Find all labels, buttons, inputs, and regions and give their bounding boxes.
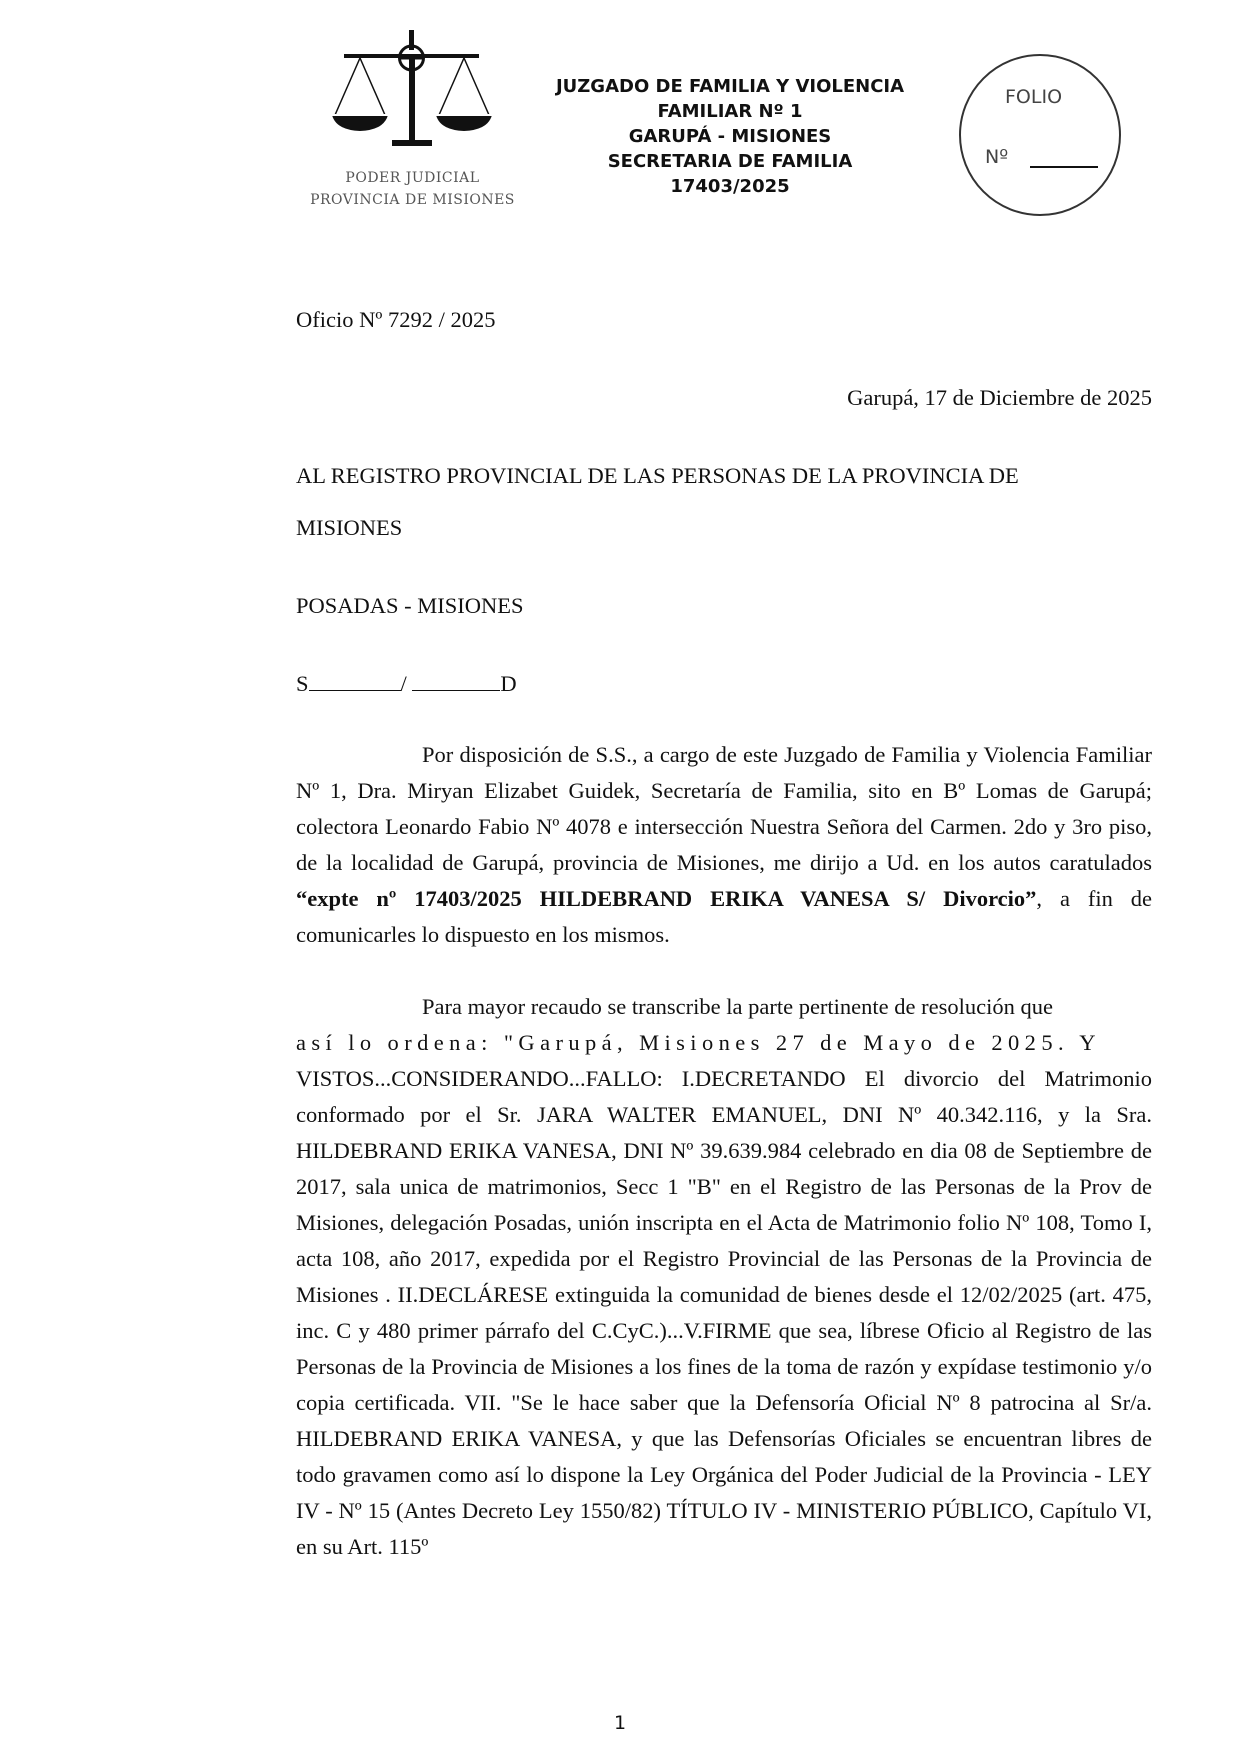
header-line-location: GARUPÁ - MISIONES [628, 126, 832, 147]
paragraph-resolucion [296, 989, 1152, 1565]
paragraph-disposicion [296, 737, 1152, 953]
salutation-blank2 [412, 670, 500, 691]
judicial-seal [305, 30, 520, 220]
folio-number-label: Nº [985, 146, 1009, 168]
oficio-number: Oficio Nº 7292 / 2025 [296, 307, 496, 332]
scales-of-justice-icon [330, 30, 495, 160]
paragraph2-body: VISTOS...CONSIDERANDO...FALLO: I.DECRETANDO El divorcio del Matrimonio conformado por el Sr. JARA WALTER EMANUEL, DNI Nº 40.342.116, y la Sra. HILDEBRAND ERIKA VANESA, DNI Nº 39.639.984 celebrado en dia 08 de Septiembre de 2017, sala unica de matrimonios, Secc 1 "B" en el Registro de las Personas de la Prov de Misiones, delegación Posadas, unión inscripta en el Acta de Matrimonio folio Nº 108, Tomo I, acta 108, año 2017, expedida por el Registro Provincial de las Personas de la Provincia de Misiones . II.DECLÁRESE extinguida la comunidad de bienes desde el 12/02/2025 (art. 475, inc. C y 480 primer párrafo del C.CyC.)...V.FIRME que sea, líbrese Oficio al Registro de las Personas de la Provincia de Misiones a los fines de la toma de razón y expídase testimonio y/o copia certificada. VII. "Se le hace saber que la Defensoría Oficial Nº 8 patrocina al Sr/a. HILDEBRAND ERIKA VANESA, y que las Defensorías Oficiales se encuentran libres de todo gravamen como así lo dispone la Ley Orgánica del Poder Judicial de la Provincia - LEY IV - Nº 15 (Antes Decreto Ley 1550/82) TÍTULO IV - MINISTERIO PÚBLICO, Capítulo VI, en su Art. 115º [296, 1066, 1152, 1559]
header-line-court-number: FAMILIAR Nº 1 [657, 101, 803, 122]
folio-label: FOLIO [1005, 86, 1063, 108]
case-caption: “expte nº 17403/2025 HILDEBRAND ERIKA VANESA S/ Divorcio” [296, 886, 1037, 911]
header-line-case-number: 17403/2025 [670, 176, 790, 197]
paragraph1-text-a: Por disposición de S.S., a cargo de este Juzgado de Familia y Violencia Familiar Nº 1, Dra. Miryan Elizabet Guidek, Secretaría de Familia, sito en Bº Lomas de Garupá; colectora Leonardo Fabio Nº 4078 e intersección Nuestra Señora del Carmen. 2do y 3ro piso, de la localidad de Garupá, provincia de Misiones, me dirijo a Ud. en los autos caratulados [296, 742, 1152, 875]
recipient-city: POSADAS - MISIONES [296, 593, 524, 618]
court-header [520, 74, 940, 199]
header-line-secretaria: SECRETARIA DE FAMILIA [607, 151, 853, 172]
salutation-end: D [500, 671, 517, 696]
salutation [296, 666, 1152, 702]
page-number: 1 [613, 1712, 627, 1734]
paragraph1-text-b: , a fin de comunicarles lo dispuesto en los mismos. [296, 886, 1153, 947]
header-line-court: JUZGADO DE FAMILIA Y VIOLENCIA [555, 76, 905, 97]
seal-text-line2: PROVINCIA DE MISIONES [310, 192, 515, 208]
folio-stamp [950, 50, 1130, 220]
folio-number-line [1030, 166, 1098, 168]
paragraph2-line2: así lo ordena: "Garupá, Misiones 27 de Mayo de 2025. Y [296, 1030, 1101, 1055]
seal-text-line1: PODER JUDICIAL [345, 170, 480, 186]
recipient-line1: AL REGISTRO PROVINCIAL DE LAS PERSONAS DE LA PROVINCIA DE [296, 463, 1019, 488]
salutation-start: S [296, 671, 309, 696]
document-date: Garupá, 17 de Diciembre de 2025 [847, 385, 1152, 410]
salutation-blank1 [309, 670, 401, 691]
recipient-line2: MISIONES [296, 515, 403, 540]
salutation-separator: / [400, 671, 407, 696]
paragraph2-line1: Para mayor recaudo se transcribe la parte pertinente de resolución que [422, 994, 1053, 1019]
